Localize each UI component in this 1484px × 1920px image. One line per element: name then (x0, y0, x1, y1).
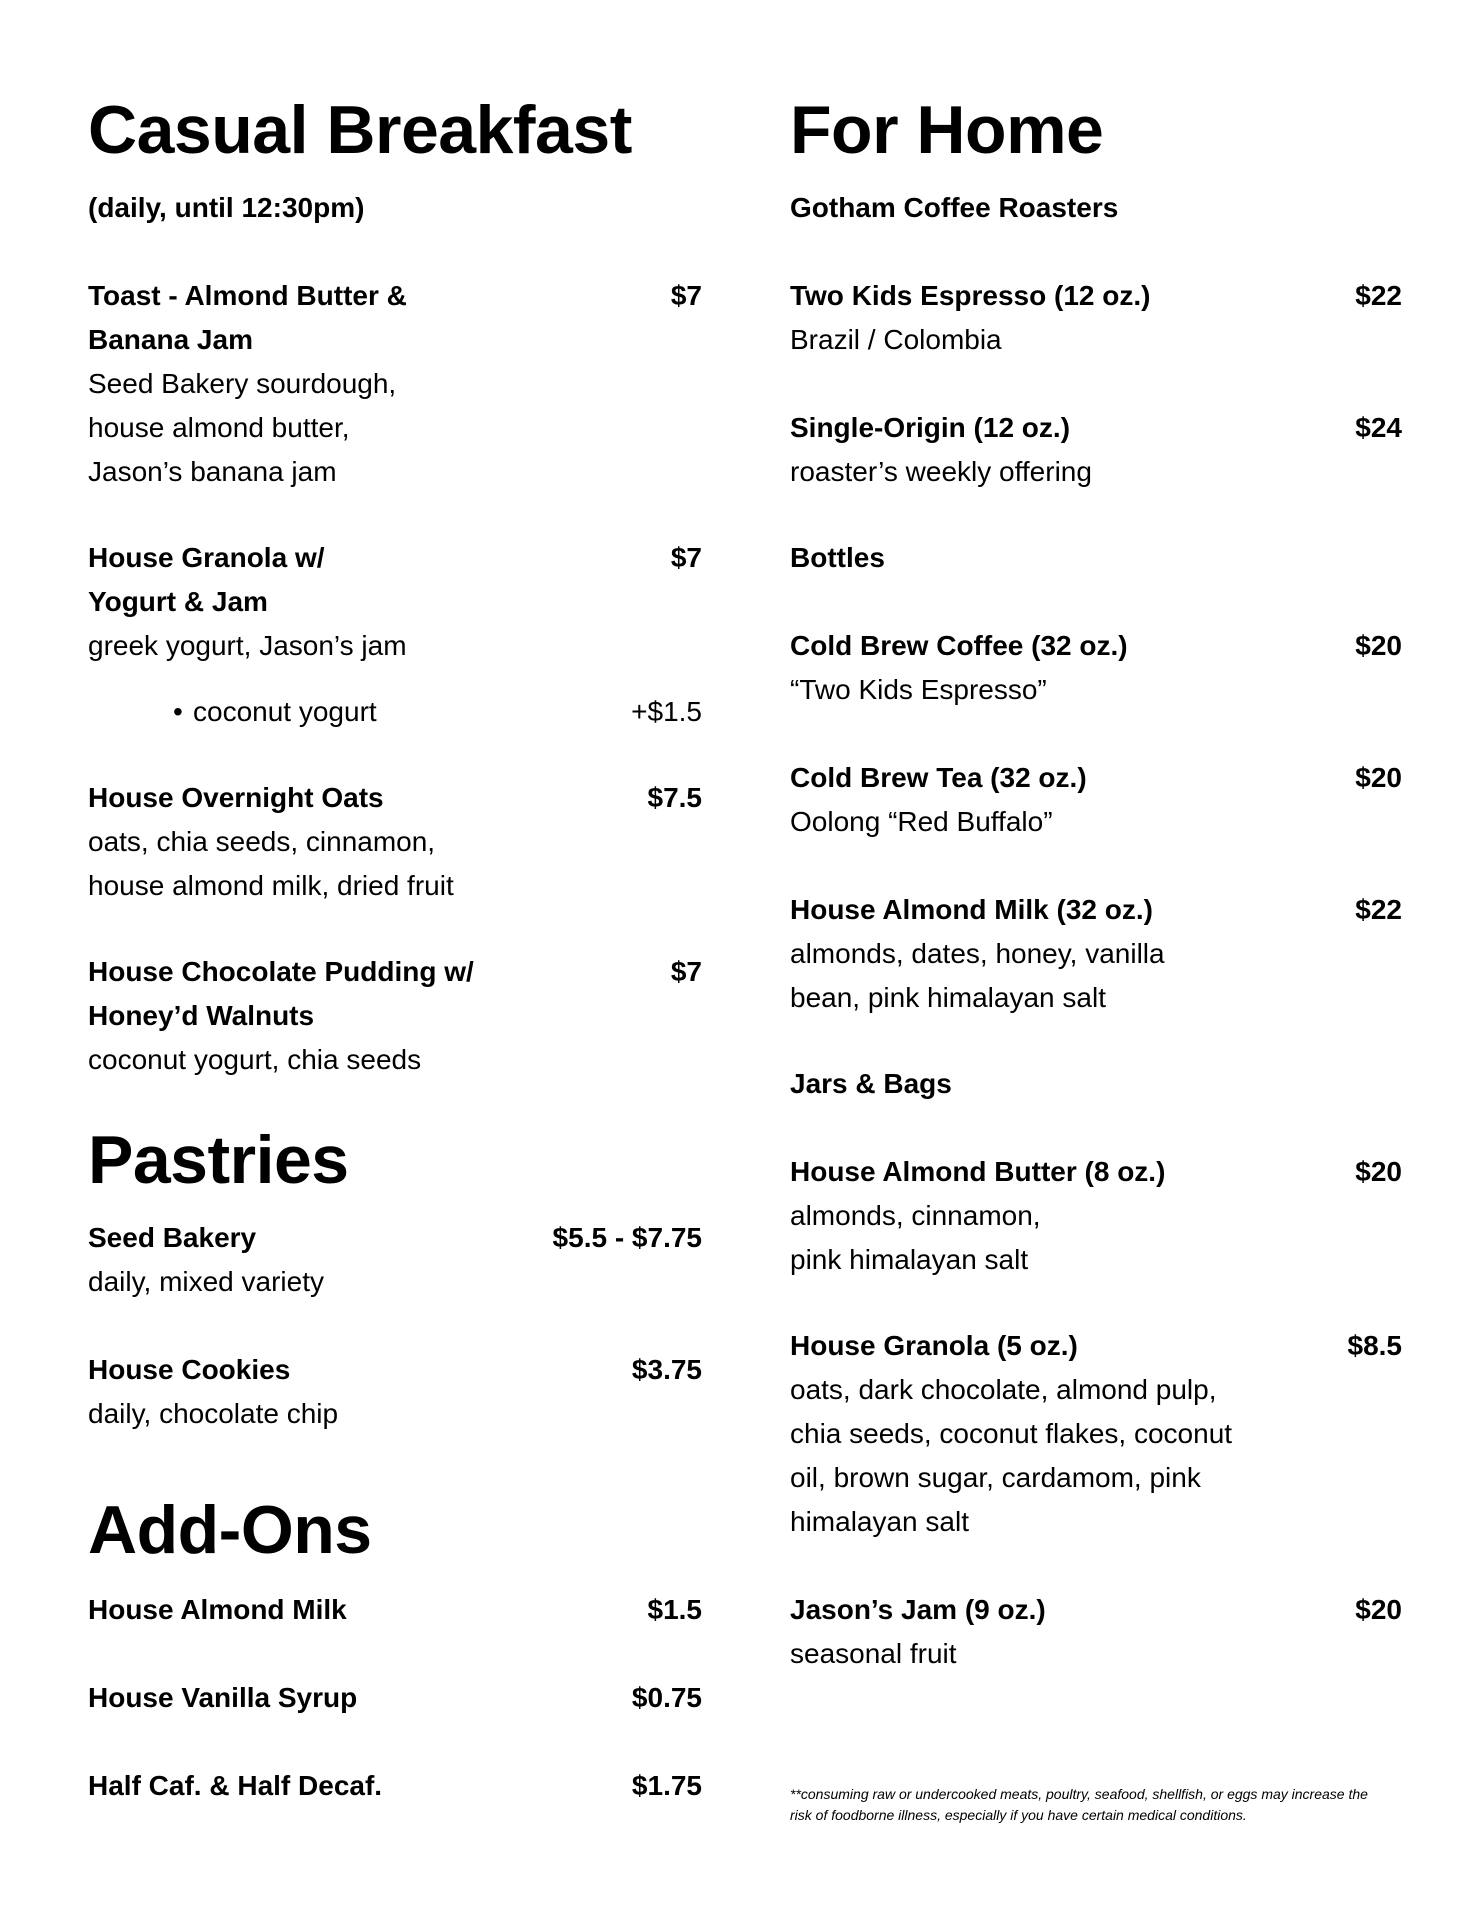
allergy-footnote: **consuming raw or undercooked meats, poultry, seafood, shellfish, or eggs may increase the risk of foodborne illness, especially if you have certain medical conditions. (790, 1786, 1368, 1823)
item-name: House Granola (5 oz.) (790, 1330, 1078, 1361)
item-description: greek yogurt, Jason’s jam (88, 630, 407, 661)
option-price: +$1.5 (631, 696, 702, 727)
item-price: $22 (1355, 280, 1402, 311)
menu-item (790, 1588, 1402, 1676)
item-price: $7.5 (647, 782, 702, 813)
item-price: $20 (1355, 762, 1402, 793)
menu-item (88, 1348, 702, 1436)
item-name: House Almond Milk (32 oz.) (790, 894, 1153, 925)
item-name: Jason’s Jam (9 oz.) (790, 1594, 1046, 1625)
menu-item (790, 888, 1402, 1020)
menu-item (790, 274, 1402, 362)
breakfast-title: Casual Breakfast (88, 92, 632, 168)
item-name: Single-Origin (12 oz.) (790, 412, 1071, 443)
item-name: Half Caf. & Half Decaf. (88, 1770, 383, 1801)
menu-item (790, 756, 1402, 844)
item-price: $8.5 (1347, 1330, 1402, 1361)
item-name: Seed Bakery (88, 1222, 257, 1253)
item-name: House Vanilla Syrup (88, 1682, 358, 1713)
menu-item (88, 1676, 702, 1720)
menu-item (88, 274, 702, 494)
item-price: $5.5 - $7.75 (552, 1222, 702, 1253)
item-description: seasonal fruit (790, 1638, 957, 1669)
item-description: Brazil / Colombia (790, 324, 1002, 355)
item-description: oats, chia seeds, cinnamon, house almond milk, dried fruit (88, 826, 454, 901)
addons-title: Add-Ons (88, 1492, 372, 1568)
item-description: almonds, cinnamon, pink himalayan salt (790, 1200, 1041, 1275)
bottles-heading: Bottles (790, 542, 885, 573)
jars-heading: Jars & Bags (790, 1068, 952, 1099)
item-price: $24 (1355, 412, 1402, 443)
menu-item (88, 1764, 702, 1808)
menu-item (790, 1150, 1402, 1282)
menu-item (88, 1216, 702, 1304)
item-price: $1.5 (647, 1594, 702, 1625)
item-name: House Almond Milk (88, 1594, 347, 1625)
item-description: daily, mixed variety (88, 1266, 325, 1297)
for-home-title: For Home (790, 92, 1104, 168)
menu-item (790, 1324, 1402, 1544)
item-name: House Overnight Oats (88, 782, 384, 813)
item-price: $3.75 (631, 1354, 702, 1385)
menu-item (790, 624, 1402, 712)
item-price: $0.75 (631, 1682, 702, 1713)
pastries-title: Pastries (88, 1122, 349, 1198)
item-name: House Almond Butter (8 oz.) (790, 1156, 1166, 1187)
menu-item (88, 1588, 702, 1632)
option-name: coconut yogurt (193, 696, 377, 727)
breakfast-subtitle: (daily, until 12:30pm) (88, 192, 365, 223)
item-description: Seed Bakery sourdough, house almond butter, Jason’s banana jam (88, 368, 397, 487)
bullet-icon: • (173, 696, 183, 727)
menu-item (88, 950, 702, 1082)
item-name: House Cookies (88, 1354, 291, 1385)
item-price: $22 (1355, 894, 1402, 925)
item-description: Oolong “Red Buffalo” (790, 806, 1053, 837)
item-price: $7 (670, 956, 702, 987)
item-name: Two Kids Espresso (12 oz.) (790, 280, 1151, 311)
item-price: $7 (670, 280, 702, 311)
menu-item (88, 536, 702, 668)
item-price: $7 (670, 542, 702, 573)
menu-item (88, 776, 702, 908)
coffee-heading: Gotham Coffee Roasters (790, 192, 1119, 223)
item-name: House Chocolate Pudding w/ Honey’d Walnuts (88, 956, 474, 1031)
item-name: Toast - Almond Butter & Banana Jam (88, 280, 407, 355)
item-description: coconut yogurt, chia seeds (88, 1044, 422, 1075)
item-name: House Granola w/ Yogurt & Jam (88, 542, 325, 617)
item-description: roaster’s weekly offering (790, 456, 1092, 487)
item-name: Cold Brew Tea (32 oz.) (790, 762, 1087, 793)
item-price: $20 (1355, 630, 1402, 661)
item-price: $1.75 (631, 1770, 702, 1801)
menu-item (790, 406, 1402, 494)
item-name: Cold Brew Coffee (32 oz.) (790, 630, 1128, 661)
item-description: oats, dark chocolate, almond pulp, chia seeds, coconut flakes, coconut oil, brown sugar, cardamom, pink himalayan salt (790, 1374, 1233, 1537)
item-price: $20 (1355, 1156, 1402, 1187)
item-description: almonds, dates, honey, vanilla bean, pink himalayan salt (790, 938, 1165, 1013)
item-description: “Two Kids Espresso” (790, 674, 1047, 705)
item-price: $20 (1355, 1594, 1402, 1625)
item-description: daily, chocolate chip (88, 1398, 339, 1429)
